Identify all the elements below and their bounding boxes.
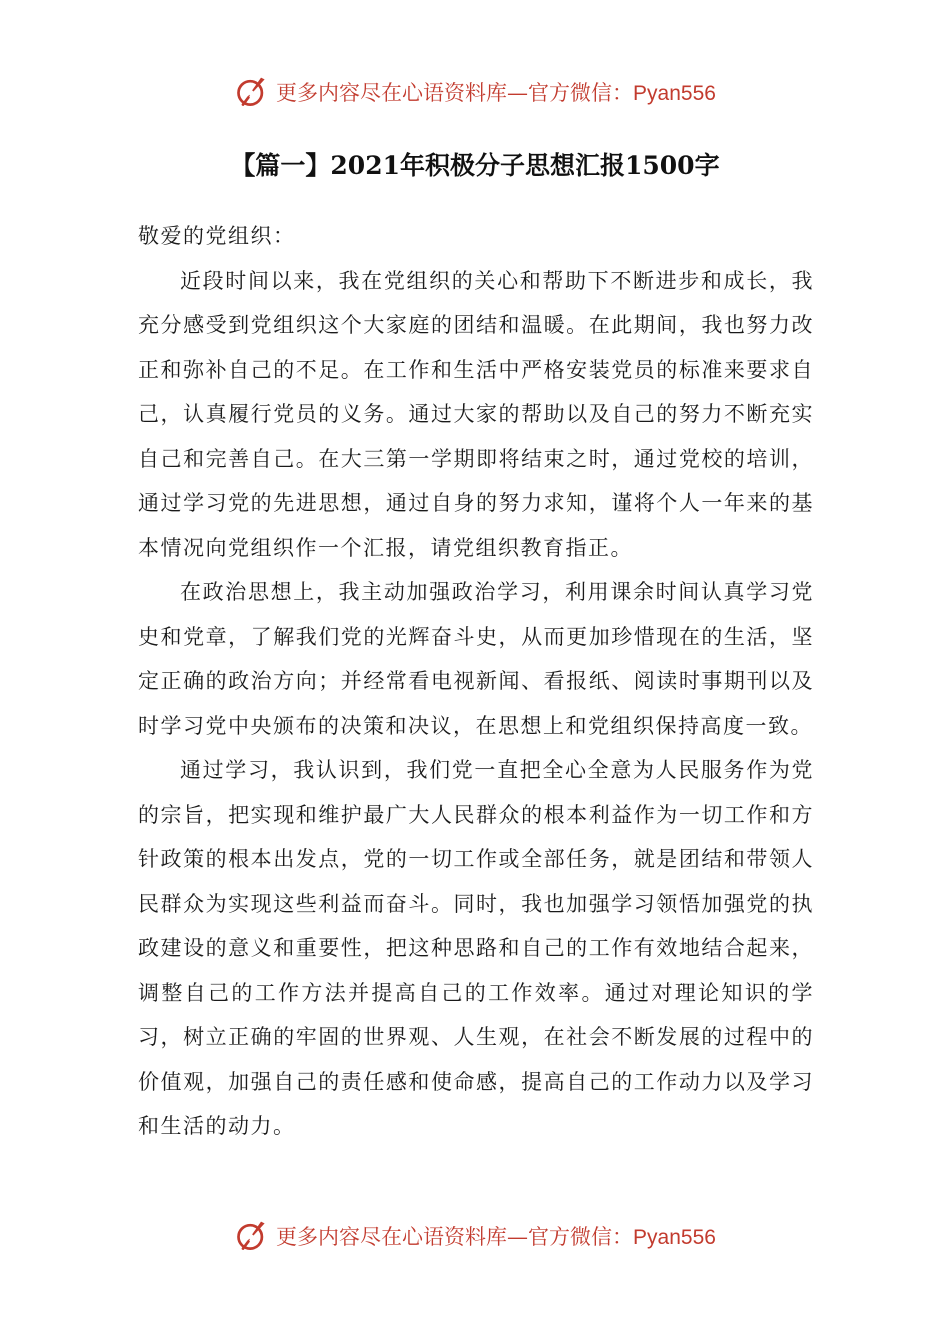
page-title: 【篇一】2021年积极分子思想汇报1500字 <box>230 151 720 180</box>
footer-banner <box>0 1216 950 1256</box>
document-body <box>138 214 814 1149</box>
paragraph-3: 通过学习，我认识到，我们党一直把全心全意为人民服务作为党的宗旨，把实现和维护最广大人民群众的根本利益作为一切工作和方针政策的根本出发点，党的一切工作或全部任务，就是团结和带领人民群众为实现这些利益而奋斗。同时，我也加强学习领悟加强党的执政建设的意义和重要性，把这种思路和自己的工作有效地结合起来，调整自己的工作方法并提高自己的工作效率。通过对理论知识的学习，树立正确的牢固的世界观、人生观，在社会不断发展的过程中的价值观，加强自己的责任感和使命感，提高自己的工作动力以及学习和生活的动力。 <box>138 758 814 1138</box>
paragraph-2: 在政治思想上，我主动加强政治学习，利用课余时间认真学习党史和党章，了解我们党的光辉奋斗史，从而更加珍惜现在的生活，坚定正确的政治方向；并经常看电视新闻、看报纸、阅读时事期刊以及时学习党中央颁布的决策和决议，在思想上和党组织保持高度一致。 <box>138 580 814 738</box>
header-banner-text: 更多内容尽在心语资料库—官方微信：Pyan556 <box>276 81 716 105</box>
quill-pen-logo-icon <box>234 1218 270 1254</box>
footer-banner-contact: Pyan556 <box>633 1226 716 1249</box>
header-banner-contact: Pyan556 <box>633 82 716 105</box>
header-banner <box>0 72 950 112</box>
quill-pen-logo-icon <box>234 74 270 110</box>
salutation: 敬爱的党组织： <box>138 224 296 248</box>
footer-banner-text: 更多内容尽在心语资料库—官方微信：Pyan556 <box>276 1225 716 1249</box>
paragraph-1: 近段时间以来，我在党组织的关心和帮助下不断进步和成长，我充分感受到党组织这个大家庭的团结和温暖。在此期间，我也努力改正和弥补自己的不足。在工作和生活中严格安装党员的标准来要求自己，认真履行党员的义务。通过大家的帮助以及自己的努力不断充实自己和完善自己。在大三第一学期即将结束之时，通过党校的培训，通过学习党的先进思想，通过自身的努力求知，谨将个人一年来的基本情况向党组织作一个汇报，请党组织教育指正。 <box>138 268 814 560</box>
